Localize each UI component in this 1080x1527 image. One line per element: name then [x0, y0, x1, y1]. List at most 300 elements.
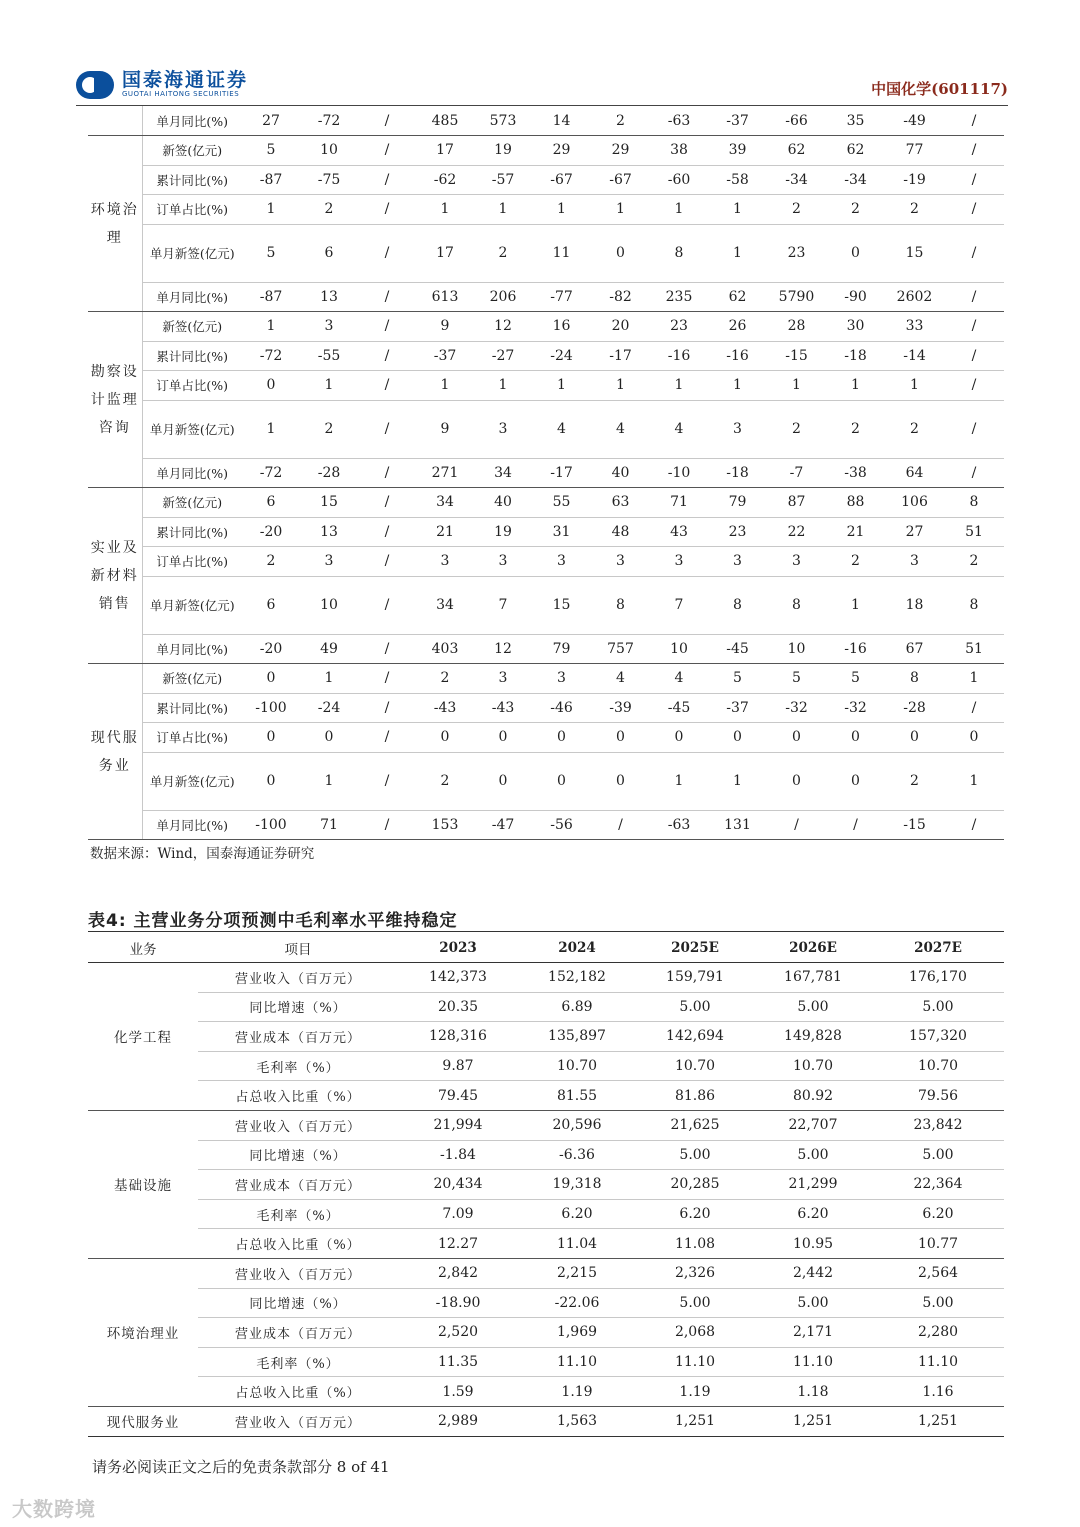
table-cell: -15 [885, 810, 944, 840]
table-cell: 2 [300, 195, 358, 225]
table-cell: 10.70 [754, 1051, 872, 1081]
segment-name: 勘察设计监理咨询 [88, 312, 142, 488]
table-cell: 1 [885, 371, 944, 401]
table-cell: 23 [767, 224, 826, 282]
stock-title: 中国化学(601117) [871, 80, 1008, 98]
table-cell: 1,969 [518, 1318, 636, 1348]
table-cell: 8 [650, 224, 708, 282]
item-label: 占总收入比重（%） [198, 1229, 398, 1259]
table-cell: -24 [532, 341, 591, 371]
table-cell: 142,373 [398, 963, 518, 993]
table-cell: 5 [767, 664, 826, 694]
segment-name [88, 106, 142, 136]
table-cell: 5 [826, 664, 885, 694]
table4-title: 表4: 主营业务分项预测中毛利率水平维持稳定 [88, 911, 458, 931]
table-cell: 2 [416, 664, 474, 694]
logo-en-text: GUOTAI HAITONG SECURITIES [122, 90, 240, 98]
table-cell: 10.70 [872, 1051, 1004, 1081]
table-cell: 3 [474, 547, 532, 577]
table-cell: / [358, 282, 416, 312]
table-cell: 1,563 [518, 1406, 636, 1436]
table-cell: 28 [767, 312, 826, 342]
table-cell: 4 [650, 664, 708, 694]
table-cell: -67 [532, 165, 591, 195]
table-cell: 31 [532, 517, 591, 547]
table-cell: 62 [826, 136, 885, 166]
table-cell: 10 [767, 634, 826, 664]
indicator-label: 单月新签(亿元) [142, 576, 242, 634]
table-row [88, 400, 1004, 458]
table-cell: / [944, 693, 1004, 723]
table-cell: 7.09 [398, 1199, 518, 1229]
header-business: 业务 [88, 933, 198, 963]
indicator-label: 单月同比(%) [142, 634, 242, 664]
table-cell: 19 [474, 136, 532, 166]
table-cell: 20,596 [518, 1110, 636, 1140]
table-cell: -82 [591, 282, 650, 312]
table-cell: 21,994 [398, 1110, 518, 1140]
table-cell: 22,707 [754, 1110, 872, 1140]
table-cell: -63 [650, 106, 708, 136]
table-cell: 6.20 [518, 1199, 636, 1229]
table-cell: 0 [826, 752, 885, 810]
table-cell: -18.90 [398, 1288, 518, 1318]
table-cell: / [944, 400, 1004, 458]
table-cell: 6.20 [636, 1199, 754, 1229]
item-label: 占总收入比重（%） [198, 1081, 398, 1111]
table-cell: 135,897 [518, 1022, 636, 1052]
table-cell: 2 [300, 400, 358, 458]
table-cell: / [358, 488, 416, 518]
table-cell: / [358, 312, 416, 342]
table-cell: 6 [242, 576, 300, 634]
table-cell: 7 [474, 576, 532, 634]
table-cell: 0 [708, 723, 767, 753]
indicator-label: 单月新签(亿元) [142, 752, 242, 810]
table-cell: 0 [242, 664, 300, 694]
table-cell: 5790 [767, 282, 826, 312]
table-cell: 26 [708, 312, 767, 342]
table-cell: / [944, 136, 1004, 166]
table-cell: 55 [532, 488, 591, 518]
table-cell: 8 [944, 488, 1004, 518]
table-cell: / [358, 165, 416, 195]
table-cell: 29 [591, 136, 650, 166]
table-cell: 6 [300, 224, 358, 282]
table-row [88, 634, 1004, 664]
table-row [88, 1318, 1004, 1348]
table-cell: 62 [767, 136, 826, 166]
table-cell: 8 [767, 576, 826, 634]
table-cell: / [826, 810, 885, 840]
table-cell: -62 [416, 165, 474, 195]
item-label: 营业成本（百万元） [198, 1170, 398, 1200]
table-cell: 2 [416, 752, 474, 810]
table-cell: -34 [767, 165, 826, 195]
table-cell: -24 [300, 693, 358, 723]
table-cell: 1 [650, 371, 708, 401]
table-cell: -37 [708, 693, 767, 723]
table-cell: 0 [300, 723, 358, 753]
table-row [88, 723, 1004, 753]
table-row [88, 458, 1004, 488]
table-cell: -32 [767, 693, 826, 723]
company-logo [76, 70, 248, 99]
indicator-label: 单月同比(%) [142, 810, 242, 840]
order-table [88, 106, 1004, 840]
table-cell: 159,791 [636, 963, 754, 993]
table-cell: 22 [767, 517, 826, 547]
table-cell: 64 [885, 458, 944, 488]
table-cell: 9 [416, 312, 474, 342]
table-cell: / [944, 312, 1004, 342]
table-cell: -75 [300, 165, 358, 195]
header-item: 项目 [198, 933, 398, 963]
table-cell: 157,320 [872, 1022, 1004, 1052]
table-row [88, 1051, 1004, 1081]
business-name: 现代服务业 [88, 1406, 198, 1436]
table-cell: / [944, 810, 1004, 840]
table-cell: 1 [944, 752, 1004, 810]
table-cell: 10 [300, 136, 358, 166]
table-cell: 1,251 [872, 1406, 1004, 1436]
table-cell: 23,842 [872, 1110, 1004, 1140]
segment-name: 实业及新材料销售 [88, 488, 142, 664]
table-cell: 2 [826, 547, 885, 577]
table-cell: 167,781 [754, 963, 872, 993]
table-cell: / [358, 693, 416, 723]
table-cell: 10.77 [872, 1229, 1004, 1259]
table-cell: / [591, 810, 650, 840]
table-cell: -63 [650, 810, 708, 840]
table-cell: 10 [300, 576, 358, 634]
segment-name: 现代服务业 [88, 664, 142, 840]
table-cell: 757 [591, 634, 650, 664]
table-cell: 11.04 [518, 1229, 636, 1259]
table-cell: 0 [826, 723, 885, 753]
table-cell: 33 [885, 312, 944, 342]
table-cell: -66 [767, 106, 826, 136]
table-cell: 8 [944, 576, 1004, 634]
indicator-label: 累计同比(%) [142, 517, 242, 547]
table-cell: 77 [885, 136, 944, 166]
table-cell: -18 [708, 458, 767, 488]
table4-top-rule [88, 931, 1004, 932]
table-cell: 5.00 [754, 1288, 872, 1318]
indicator-label: 累计同比(%) [142, 693, 242, 723]
table-cell: -45 [708, 634, 767, 664]
table-cell: 11.08 [636, 1229, 754, 1259]
table-cell: -27 [474, 341, 532, 371]
table-cell: 87 [767, 488, 826, 518]
header-2024: 2024 [518, 933, 636, 963]
item-label: 同比增速（%） [198, 1140, 398, 1170]
table-cell: 1.19 [636, 1377, 754, 1407]
table-row [88, 963, 1004, 993]
table-cell: 71 [650, 488, 708, 518]
table-cell: -47 [474, 810, 532, 840]
item-label: 营业成本（百万元） [198, 1318, 398, 1348]
table-cell: -43 [474, 693, 532, 723]
table-cell: 21,625 [636, 1110, 754, 1140]
table-cell: 40 [474, 488, 532, 518]
table-cell: 19 [474, 517, 532, 547]
table-cell: / [944, 341, 1004, 371]
table-cell: -28 [300, 458, 358, 488]
table-cell: 67 [885, 634, 944, 664]
table-row [88, 1377, 1004, 1407]
item-label: 占总收入比重（%） [198, 1377, 398, 1407]
table-cell: 3 [767, 547, 826, 577]
table-cell: -55 [300, 341, 358, 371]
table-cell: / [358, 341, 416, 371]
header-2023: 2023 [398, 933, 518, 963]
table-cell: 23 [708, 517, 767, 547]
table-cell: 11.10 [754, 1347, 872, 1377]
table-cell: / [944, 106, 1004, 136]
table-cell: 1 [242, 312, 300, 342]
segment-name: 环境治理 [88, 136, 142, 312]
table-cell: 1 [708, 752, 767, 810]
table-cell: 51 [944, 517, 1004, 547]
table-cell: 30 [826, 312, 885, 342]
table-cell: 2 [885, 400, 944, 458]
table-cell: 1 [474, 371, 532, 401]
business-name: 化学工程 [88, 963, 198, 1111]
table-cell: 16 [532, 312, 591, 342]
table-cell: 1 [591, 371, 650, 401]
table-cell: 0 [532, 752, 591, 810]
table-cell: 7 [650, 576, 708, 634]
table-cell: 38 [650, 136, 708, 166]
table-cell: -46 [532, 693, 591, 723]
table-cell: / [358, 576, 416, 634]
table-cell: 5.00 [872, 1140, 1004, 1170]
table-cell: 11.10 [518, 1347, 636, 1377]
table-cell: / [358, 195, 416, 225]
table-cell: -37 [708, 106, 767, 136]
table-cell: -67 [591, 165, 650, 195]
table-cell: 5 [242, 224, 300, 282]
table-cell: 3 [591, 547, 650, 577]
table-cell: 1.19 [518, 1377, 636, 1407]
table-cell: 176,170 [872, 963, 1004, 993]
table-cell: -72 [242, 341, 300, 371]
table-cell: 29 [532, 136, 591, 166]
data-source-note: 数据来源：Wind，国泰海通证券研究 [90, 846, 315, 862]
table-cell: 2,068 [636, 1318, 754, 1348]
table-cell: 0 [591, 224, 650, 282]
table-cell: 81.86 [636, 1081, 754, 1111]
table-cell: -49 [885, 106, 944, 136]
table-cell: 1 [650, 195, 708, 225]
table-cell: 2,520 [398, 1318, 518, 1348]
table-cell: 0 [944, 723, 1004, 753]
table-cell: 1 [826, 576, 885, 634]
table-cell: 1 [591, 195, 650, 225]
table-cell: 21 [416, 517, 474, 547]
table-cell: 0 [242, 371, 300, 401]
table-cell: 43 [650, 517, 708, 547]
table-cell: 0 [767, 723, 826, 753]
indicator-label: 单月新签(亿元) [142, 400, 242, 458]
table-cell: / [358, 634, 416, 664]
table-cell: 0 [416, 723, 474, 753]
table-cell: 5.00 [636, 992, 754, 1022]
table-cell: 11.10 [636, 1347, 754, 1377]
table-cell: 34 [416, 576, 474, 634]
indicator-label: 累计同比(%) [142, 165, 242, 195]
table-cell: 271 [416, 458, 474, 488]
watermark: 大数跨境 [12, 1497, 96, 1521]
table-cell: 613 [416, 282, 474, 312]
item-label: 毛利率（%） [198, 1051, 398, 1081]
table-cell: 2 [767, 400, 826, 458]
table-row [88, 282, 1004, 312]
table-cell: -16 [826, 634, 885, 664]
header-2027e: 2027E [872, 933, 1004, 963]
table-cell: -16 [650, 341, 708, 371]
table-cell: 5.00 [872, 1288, 1004, 1318]
table-cell: 1 [300, 752, 358, 810]
table-cell: 1 [650, 752, 708, 810]
table-cell: / [358, 664, 416, 694]
table-cell: 80.92 [754, 1081, 872, 1111]
item-label: 营业收入（百万元） [198, 1110, 398, 1140]
table-cell: 1.59 [398, 1377, 518, 1407]
table-row [88, 224, 1004, 282]
table-cell: 3 [650, 547, 708, 577]
item-label: 营业收入（百万元） [198, 1406, 398, 1436]
table-cell: 81.55 [518, 1081, 636, 1111]
table-cell: 27 [885, 517, 944, 547]
table-cell: 2,280 [872, 1318, 1004, 1348]
table-cell: 1 [300, 664, 358, 694]
item-label: 营业成本（百万元） [198, 1022, 398, 1052]
table-cell: 14 [532, 106, 591, 136]
table-row [88, 371, 1004, 401]
table-cell: 2 [885, 195, 944, 225]
table-cell: 1 [416, 195, 474, 225]
table-cell: -14 [885, 341, 944, 371]
table-cell: 0 [242, 723, 300, 753]
table-cell: 20.35 [398, 992, 518, 1022]
table-cell: 1 [532, 195, 591, 225]
table-cell: / [358, 224, 416, 282]
indicator-label: 累计同比(%) [142, 341, 242, 371]
table-cell: 39 [708, 136, 767, 166]
table-row [88, 547, 1004, 577]
table-cell: -72 [242, 458, 300, 488]
table-cell: 34 [416, 488, 474, 518]
table-cell: / [944, 165, 1004, 195]
table-cell: 8 [591, 576, 650, 634]
table-cell: 2,564 [872, 1258, 1004, 1288]
table-cell: -10 [650, 458, 708, 488]
table-cell: 20,434 [398, 1170, 518, 1200]
table-cell: 2,989 [398, 1406, 518, 1436]
table-cell: -18 [826, 341, 885, 371]
table-cell: 0 [474, 723, 532, 753]
table-cell: / [944, 371, 1004, 401]
table-row [88, 1229, 1004, 1259]
table-cell: / [944, 282, 1004, 312]
table-row [88, 488, 1004, 518]
table-cell: 0 [242, 752, 300, 810]
table-cell: -19 [885, 165, 944, 195]
table-cell: 3 [300, 547, 358, 577]
table-row [88, 1110, 1004, 1140]
table-cell: 18 [885, 576, 944, 634]
indicator-label: 单月同比(%) [142, 458, 242, 488]
table-cell: 1 [532, 371, 591, 401]
table-cell: 0 [885, 723, 944, 753]
table-cell: 17 [416, 136, 474, 166]
table-cell: 6 [242, 488, 300, 518]
table-cell: 4 [650, 400, 708, 458]
table-cell: 6.20 [872, 1199, 1004, 1229]
table-row [88, 341, 1004, 371]
table-cell: 206 [474, 282, 532, 312]
item-label: 毛利率（%） [198, 1199, 398, 1229]
table-row [88, 106, 1004, 136]
table-cell: 9 [416, 400, 474, 458]
table-cell: 79 [532, 634, 591, 664]
table-cell: 1.16 [872, 1377, 1004, 1407]
table-row [88, 992, 1004, 1022]
indicator-label: 单月同比(%) [142, 106, 242, 136]
table-cell: 8 [885, 664, 944, 694]
table-cell: 1 [826, 371, 885, 401]
table-cell: 12 [474, 312, 532, 342]
table-cell: -87 [242, 165, 300, 195]
indicator-label: 订单占比(%) [142, 723, 242, 753]
table4-header-row [88, 933, 1004, 963]
table-cell: 1,251 [754, 1406, 872, 1436]
table-cell: 3 [708, 547, 767, 577]
table-cell: 2 [826, 400, 885, 458]
table-cell: 9.87 [398, 1051, 518, 1081]
table-cell: 3 [885, 547, 944, 577]
table-cell: 20 [591, 312, 650, 342]
header-2025e: 2025E [636, 933, 754, 963]
table-row [88, 810, 1004, 840]
table-cell: -1.84 [398, 1140, 518, 1170]
table-row [88, 1347, 1004, 1377]
table-cell: -57 [474, 165, 532, 195]
table-row [88, 693, 1004, 723]
table-cell: 2,442 [754, 1258, 872, 1288]
table-cell: 1 [767, 371, 826, 401]
table-cell: / [358, 400, 416, 458]
table-cell: 1 [474, 195, 532, 225]
item-label: 营业收入（百万元） [198, 963, 398, 993]
table-cell: 2 [885, 752, 944, 810]
table-row [88, 1022, 1004, 1052]
table-cell: / [358, 371, 416, 401]
item-label: 营业收入（百万元） [198, 1258, 398, 1288]
table-cell: 8 [708, 576, 767, 634]
table-cell: 2 [944, 547, 1004, 577]
table-cell: 1 [300, 371, 358, 401]
table-cell: / [358, 723, 416, 753]
table-cell: 10.70 [636, 1051, 754, 1081]
item-label: 毛利率（%） [198, 1347, 398, 1377]
table-cell: 63 [591, 488, 650, 518]
table-cell: 15 [532, 576, 591, 634]
table-cell: -58 [708, 165, 767, 195]
item-label: 同比增速（%） [198, 992, 398, 1022]
